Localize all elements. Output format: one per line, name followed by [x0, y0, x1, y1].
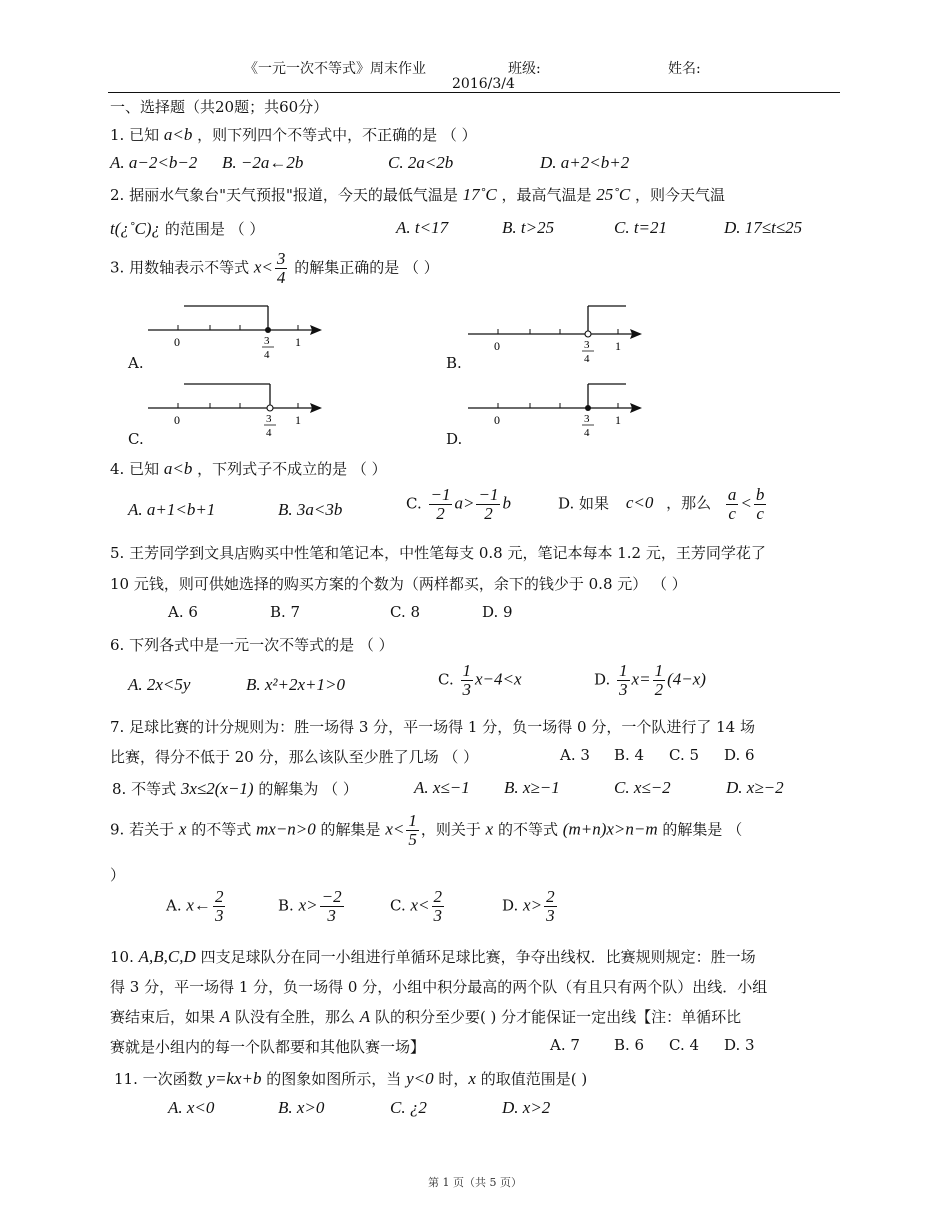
q9-b-den: 3 — [327, 905, 336, 925]
q11-option-c[interactable]: C. ¿2 — [390, 1098, 427, 1117]
q3-ineq: x< — [253, 257, 273, 277]
question-6-stem: 6. 下列各式中是一元一次不等式的是 （ ） — [110, 636, 394, 654]
q3-fraction — [275, 250, 288, 287]
q9-c-frac — [432, 888, 445, 925]
q4-stem-b: ，下列式子不成立的是 （ ） — [197, 460, 387, 478]
q4-stem-a: 4. 已知 — [110, 460, 160, 478]
tick-label-num: 3 — [584, 413, 590, 425]
q3-option-b[interactable]: B. — [446, 354, 462, 372]
tick-label-den: 4 — [266, 427, 272, 439]
q8-stem-a: 8. 不等式 — [112, 780, 177, 798]
q6-d-mid: x= — [631, 669, 651, 689]
q6-c-rest: x−4<x — [475, 669, 522, 689]
q3-stem-b: 的解集正确的是 （ ） — [294, 258, 439, 277]
q5-option-d[interactable]: D. 9 — [482, 603, 513, 621]
q9-d-den: 3 — [546, 905, 555, 925]
q5-option-c[interactable]: C. 8 — [390, 603, 421, 621]
q8-option-c[interactable]: C. x≤−2 — [614, 778, 671, 797]
q2-option-c[interactable]: C. t=21 — [614, 218, 668, 237]
q4-c-frac-1 — [429, 486, 453, 523]
q9-sol-den: 5 — [408, 829, 417, 849]
tick-label-0: 0 — [174, 413, 180, 427]
q6-c-den: 3 — [462, 679, 471, 699]
question-10-line2: 得 3 分，平一场得 1 分，负一场得 0 分，小组中积分最高的两个队（有且只有两个队）出线．小组 — [110, 978, 768, 996]
q1-stem-a: 1. 已知 — [110, 126, 160, 144]
q11-cond: y<0 — [406, 1069, 434, 1088]
q10-number: 10. — [110, 948, 134, 966]
q11-stem-a: 11. 一次函数 — [114, 1070, 203, 1088]
q9-b-frac — [320, 888, 344, 925]
q9-a-frac — [213, 888, 226, 925]
q7-option-a[interactable]: A. 3 — [560, 746, 590, 764]
q9-stem-a: 9. 若关于 — [110, 820, 175, 839]
endpoint-hollow — [585, 331, 591, 337]
q10-option-d[interactable]: D. 3 — [724, 1036, 755, 1054]
q6-option-b[interactable]: B. x²+2x+1>0 — [246, 675, 345, 694]
q11-stem-c: 时， — [438, 1070, 469, 1088]
q4-c-mid: a> — [454, 493, 475, 513]
endpoint-dot — [265, 327, 271, 333]
tick-label-num: 3 — [266, 413, 272, 425]
q9-d-x: x> — [523, 895, 543, 915]
q10-teams: A,B,C,D — [138, 947, 196, 966]
q4-c-num-1: −1 — [430, 485, 451, 504]
q5-option-a[interactable]: A. 6 — [168, 603, 198, 621]
tick-label-num: 3 — [264, 335, 270, 347]
question-9-stem — [110, 812, 742, 849]
q6-d-num-1: 1 — [619, 661, 628, 680]
name-label: 姓名: — [668, 61, 701, 77]
q6-d-frac-1 — [617, 662, 630, 699]
tick-label-den: 4 — [584, 427, 590, 439]
tick-label-0: 0 — [494, 413, 500, 427]
number-line-c[interactable] — [140, 374, 340, 448]
q2-option-d[interactable]: D. 17≤t≤25 — [724, 218, 803, 237]
worksheet-date: 2016/3/4 — [452, 76, 515, 92]
q7-option-d[interactable]: D. 6 — [724, 746, 755, 764]
q3-frac-den: 4 — [276, 267, 286, 287]
q5-option-b[interactable]: B. 7 — [270, 603, 301, 621]
worksheet-title: 《一元一次不等式》周末作业 — [244, 61, 426, 77]
q3-option-d[interactable]: D. — [446, 430, 463, 448]
q4-d-label: D. 如果 — [558, 494, 610, 513]
tick-label-1: 1 — [615, 413, 621, 427]
number-line-d[interactable] — [460, 374, 660, 448]
q4-option-c[interactable] — [406, 486, 511, 523]
q1-option-c[interactable]: C. 2a<2b — [388, 153, 454, 172]
q8-option-b[interactable]: B. x≥−1 — [504, 778, 560, 797]
tick-label-den: 4 — [264, 349, 270, 361]
endpoint-hollow — [267, 405, 273, 411]
q10-option-c[interactable]: C. 4 — [669, 1036, 700, 1054]
tick-label-1: 1 — [295, 335, 301, 349]
number-line-b[interactable] — [460, 296, 660, 370]
q10-line3-a: 赛结束后，如果 — [110, 1008, 216, 1026]
q9-c-num: 2 — [433, 887, 443, 906]
q1-option-a[interactable]: A. a−2<b−2 — [110, 153, 198, 172]
q9-paren-close: ） — [110, 866, 126, 884]
q9-sol-frac — [406, 812, 419, 849]
question-2-line2 — [110, 218, 264, 239]
q4-c-label: C. — [406, 494, 422, 513]
tick-label-den: 4 — [584, 353, 590, 365]
q4-c-num-2: −1 — [478, 485, 499, 504]
q11-option-b[interactable]: B. x>0 — [278, 1098, 325, 1117]
q10-option-b[interactable]: B. 6 — [614, 1036, 645, 1054]
q6-d-num-2: 1 — [654, 661, 664, 680]
q8-option-d[interactable]: D. x≥−2 — [726, 778, 784, 797]
q4-d-cond: c<0 — [625, 493, 654, 513]
q9-stem-c: 的解集是 — [320, 820, 381, 839]
q4-c-frac-2 — [476, 486, 500, 523]
q6-option-a[interactable]: A. 2x<5y — [128, 675, 191, 694]
q2-high-temp: 25˚C — [596, 185, 631, 204]
q9-sol-num: 1 — [408, 811, 417, 830]
question-11-stem — [114, 1068, 587, 1089]
q11-option-a[interactable]: A. x<0 — [168, 1098, 215, 1117]
class-label: 班级: — [508, 61, 541, 77]
q6-option-d[interactable] — [594, 662, 706, 699]
q3-frac-num: 3 — [276, 249, 286, 268]
q9-d-frac — [544, 888, 557, 925]
question-5-line1: 5. 王芳同学到文具店购买中性笔和笔记本，中性笔每支 0.8 元，笔记本每本 1.2 元，王芳同学花了 — [110, 544, 766, 562]
q2-stem-c: ，则今天气温 — [635, 186, 726, 204]
q9-d-num: 2 — [546, 887, 555, 906]
q8-option-a[interactable]: A. x≤−1 — [414, 778, 470, 797]
q11-stem-b: 的图象如图所示，当 — [266, 1070, 402, 1088]
question-7-line2: 比赛，得分不低于 20 分，那么该队至少胜了几场 （ ） — [110, 748, 479, 766]
question-3-stem — [110, 250, 439, 287]
q6-d-den-1: 3 — [619, 679, 628, 699]
q3-stem-a: 3. 用数轴表示不等式 — [110, 258, 250, 277]
question-8-stem — [112, 778, 358, 799]
question-10-line1 — [110, 946, 756, 967]
header-rule — [108, 92, 840, 93]
q2-stem-b: ，最高气温是 — [501, 186, 592, 204]
q10-team-a-1: A — [219, 1007, 231, 1026]
question-10-line3 — [110, 1006, 741, 1027]
q9-ineq: mx−n>0 — [256, 819, 316, 839]
q8-stem-b: 的解集为 （ ） — [258, 780, 358, 798]
q4-d-frac-a — [726, 486, 739, 523]
q9-b-x: x> — [298, 895, 318, 915]
q11-stem-d: 的取值范围是( ) — [480, 1070, 588, 1088]
q4-option-d[interactable] — [558, 486, 768, 523]
q11-option-d[interactable]: D. x>2 — [502, 1098, 551, 1117]
question-1-stem — [110, 124, 477, 145]
tick-label-0: 0 — [494, 339, 500, 353]
question-10-line4: 赛就是小组内的每一个队都要和其他队赛一场】 — [110, 1038, 426, 1056]
q11-func: y=kx+b — [207, 1069, 262, 1088]
q9-sol-x: x< — [385, 819, 405, 839]
q9-option-b[interactable] — [278, 888, 346, 925]
q9-stem-b: 的不等式 — [191, 820, 252, 839]
q2-low-temp: 17˚C — [462, 185, 497, 204]
q4-d-num-b: b — [755, 485, 765, 504]
q10-option-a[interactable]: A. 7 — [550, 1036, 580, 1054]
q6-c-num: 1 — [462, 661, 471, 680]
q10-team-a-2: A — [359, 1007, 371, 1026]
tick-label-num: 3 — [584, 339, 590, 351]
q6-c-frac — [461, 662, 474, 699]
q9-x: x — [178, 819, 187, 839]
q4-d-den-b: c — [756, 503, 764, 523]
q6-d-den-2: 2 — [654, 679, 664, 699]
q7-option-b[interactable]: B. 4 — [614, 746, 645, 764]
q9-d-label: D. — [502, 896, 519, 915]
q9-stem-d: ，则关于 — [420, 820, 481, 839]
number-line-a[interactable] — [140, 296, 340, 370]
q2-stem-a: 2. 据丽水气象台"天气预报"报道，今天的最低气温是 — [110, 186, 458, 204]
q2-line2-text: 的范围是 （ ） — [164, 220, 265, 238]
q9-c-den: 3 — [433, 905, 443, 925]
q9-option-d[interactable] — [502, 888, 559, 925]
q9-b-label: B. — [278, 896, 294, 915]
q4-c-den-1: 2 — [436, 503, 445, 523]
q9-stem-e: 的不等式 — [498, 820, 559, 839]
question-2-stem — [110, 184, 725, 205]
q4-d-then: ，那么 — [666, 494, 712, 513]
q3-option-a[interactable]: A. — [128, 354, 144, 372]
q9-x-2: x — [485, 819, 494, 839]
q4-d-frac-b — [754, 486, 767, 523]
q6-d-label: D. — [594, 670, 611, 689]
q1-option-b[interactable]: B. −2a←2b — [222, 153, 304, 172]
tick-label-0: 0 — [174, 335, 180, 349]
q2-line2-math: t(¿˚C)¿ — [110, 219, 161, 238]
q1-math: a<b — [163, 125, 193, 144]
q9-ineq-2: (m+n)x>n−m — [562, 819, 658, 839]
q1-option-d[interactable]: D. a+2<b+2 — [540, 153, 630, 172]
q4-c-end: b — [502, 493, 511, 513]
q10-line3-c: 队的积分至少要( ) 分才能保证一定出线【注：单循环比 — [374, 1008, 742, 1026]
q9-a-x: x← — [186, 895, 211, 915]
q6-d-rest: (4−x) — [667, 669, 706, 689]
q4-d-lt: < — [740, 493, 752, 513]
q4-math: a<b — [163, 459, 193, 478]
q9-option-a[interactable] — [166, 888, 227, 925]
q4-d-den-a: c — [728, 503, 736, 523]
q9-b-num: −2 — [321, 887, 342, 906]
q4-option-b[interactable]: B. 3a<3b — [278, 500, 343, 519]
question-4-stem — [110, 458, 387, 479]
q10-line1-text: 四支足球队分在同一小组进行单循环足球比赛，争夺出线权．比赛规则规定：胜一场 — [200, 948, 756, 966]
q9-a-num: 2 — [214, 887, 224, 906]
q9-a-label: A. — [166, 896, 182, 915]
q6-option-c[interactable] — [438, 662, 522, 699]
q4-d-num-a: a — [727, 485, 737, 504]
q9-option-c[interactable] — [390, 888, 446, 925]
tick-label-1: 1 — [295, 413, 301, 427]
q4-option-a[interactable]: A. a+1<b+1 — [128, 500, 216, 519]
q9-stem-f: 的解集是 （ — [662, 820, 743, 839]
page-footer: 第 1 页（共 5 页） — [428, 1176, 522, 1189]
question-7-line1: 7. 足球比赛的计分规则为：胜一场得 3 分，平一场得 1 分，负一场得 0 分，一个队进行了 14 场 — [110, 718, 755, 736]
tick-label-1: 1 — [615, 339, 621, 353]
endpoint-dot — [585, 405, 591, 411]
q7-option-c[interactable]: C. 5 — [669, 746, 700, 764]
q1-stem-b: ，则下列四个不等式中，不正确的是 （ ） — [197, 126, 477, 144]
q4-c-den-2: 2 — [484, 503, 493, 523]
section-title: 一、选择题（共20题；共60分） — [110, 98, 329, 116]
q8-math: 3x≤2(x−1) — [180, 779, 254, 798]
q9-c-label: C. — [390, 896, 406, 915]
q2-option-a[interactable]: A. t<17 — [396, 218, 449, 237]
q6-d-frac-2 — [653, 662, 666, 699]
q3-option-c[interactable]: C. — [128, 430, 144, 448]
q9-c-x: x< — [410, 895, 430, 915]
q10-line3-b: 队没有全胜，那么 — [234, 1008, 355, 1026]
q2-option-b[interactable]: B. t>25 — [502, 218, 555, 237]
question-5-line2: 10 元钱，则可供她选择的购买方案的个数为（两样都买，余下的钱少于 0.8 元） （ ） — [110, 575, 687, 593]
q11-x: x — [468, 1069, 476, 1088]
q6-c-label: C. — [438, 670, 454, 689]
q9-a-den: 3 — [214, 905, 224, 925]
